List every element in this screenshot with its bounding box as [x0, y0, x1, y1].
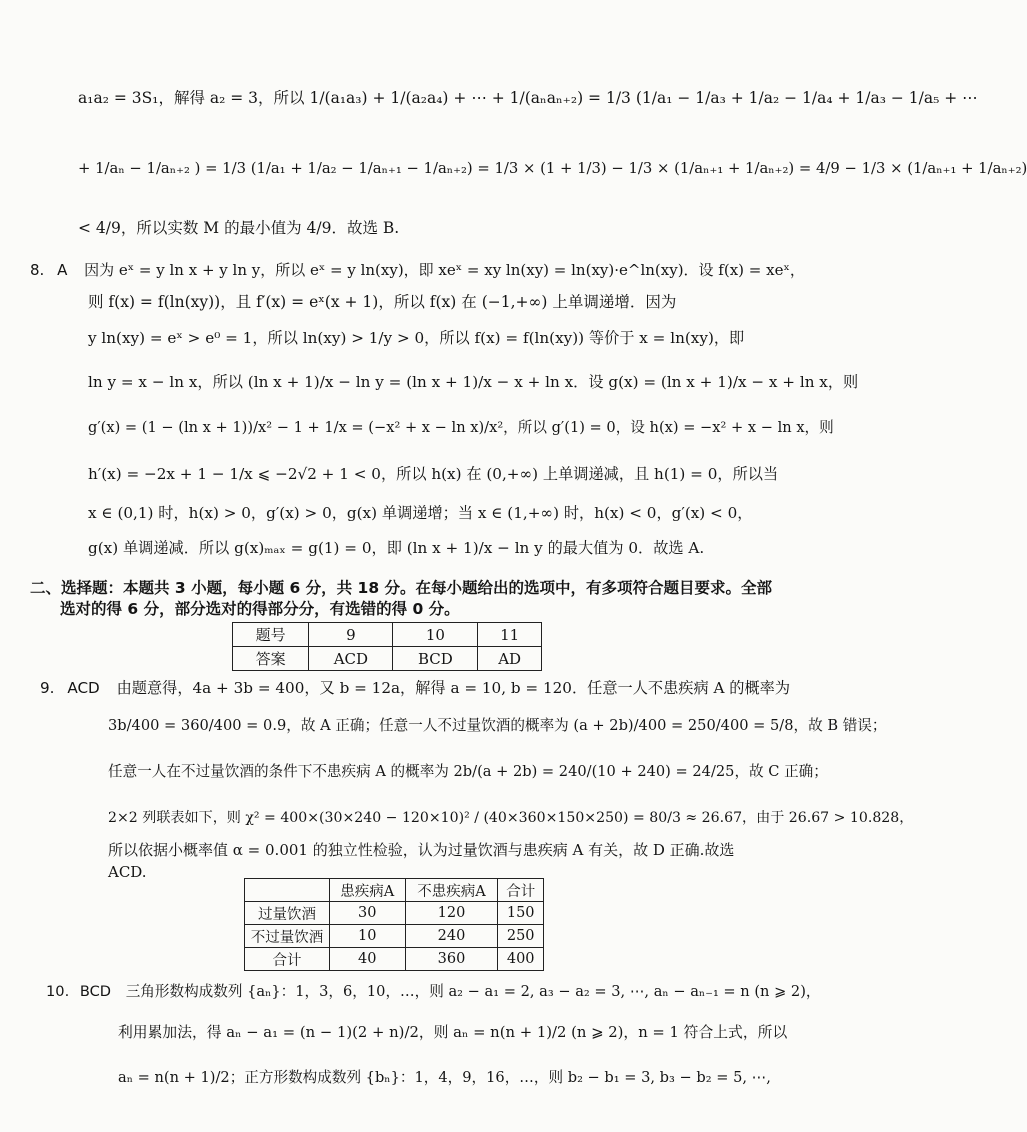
- contingency-table: [244, 878, 544, 971]
- text-line: < 4/9，所以实数 M 的最小值为 4/9．故选 B.: [78, 219, 400, 237]
- table-row: [245, 902, 544, 925]
- question-answer: A: [57, 261, 68, 279]
- text-line: ln y = x − ln x，所以 (ln x + 1)/x − ln y = (ln x + 1)/x − x + ln x．设 g(x) = (ln x + 1)/x − x + ln x，则: [88, 373, 859, 391]
- text-line: 2×2 列联表如下，则 χ² = 400×(30×240 − 120×10)² / (40×360×150×250) = 80/3 ≈ 26.67，由于 26.67 > 10.828，: [108, 810, 914, 826]
- question-10-line: [46, 984, 821, 1001]
- question-9-line: [40, 680, 790, 697]
- text-line: 由题意得，4a + 3b = 400，又 b = 12a，解得 a = 10, b = 120．任意一人不患疾病 A 的概率为: [116, 679, 791, 697]
- table-cell: 不过量饮酒: [245, 925, 330, 948]
- text-line: h′(x) = −2x + 1 − 1/x ⩽ −2√2 + 1 < 0，所以 h(x) 在 (0,+∞) 上单调递减，且 h(1) = 0，所以当: [88, 465, 779, 483]
- table-cell: 10: [393, 623, 478, 647]
- text-line: g′(x) = (1 − (ln x + 1))/x² − 1 + 1/x = (−x² + x − ln x)/x²，所以 g′(1) = 0，设 h(x) = −x² + x − ln x，则: [88, 419, 834, 436]
- table-cell: 400: [498, 948, 544, 971]
- text-line: 因为 eˣ = y ln x + y ln y，所以 eˣ = y ln(xy)，即 xeˣ = xy ln(xy) = ln(xy)·e^ln(xy)．设 f(x) = xeˣ，: [84, 261, 805, 279]
- table-cell: AD: [478, 647, 542, 671]
- table-cell: [245, 879, 330, 902]
- text-line: g(x) 单调递减．所以 g(x)ₘₐₓ = g(1) = 0，即 (ln x + 1)/x − ln y 的最大值为 0．故选 A.: [88, 539, 705, 557]
- question-answer: BCD: [79, 983, 112, 1000]
- text-line: 任意一人在不过量饮酒的条件下不患疾病 A 的概率为 2b/(a + 2b) = 240/(10 + 240) = 24/25，故 C 正确；: [108, 763, 828, 780]
- table-cell: 11: [478, 623, 542, 647]
- text-line: aₙ = n(n + 1)/2；正方形数构成数列 {bₙ}：1，4，9，16，…，则 b₂ − b₁ = 3, b₃ − b₂ = 5, ⋯,: [118, 1069, 771, 1086]
- table-cell: 10: [330, 925, 406, 948]
- answer-table: [232, 622, 542, 671]
- table-cell: 过量饮酒: [245, 902, 330, 925]
- text-line: 所以依据小概率值 α = 0.001 的独立性检验，认为过量饮酒与患疾病 A 有关，故 D 正确.故选: [108, 841, 735, 859]
- table-cell: 30: [330, 902, 406, 925]
- text-line: 3b/400 = 360/400 = 0.9，故 A 正确；任意一人不过量饮酒的概率为 (a + 2b)/400 = 250/400 = 5/8，故 B 错误；: [108, 717, 887, 734]
- table-cell: 120: [405, 902, 498, 925]
- table-cell: ACD: [309, 647, 393, 671]
- question-number: 8.: [30, 261, 45, 279]
- table-row: [233, 647, 542, 671]
- table-cell: 题号: [233, 623, 309, 647]
- text-line: x ∈ (0,1) 时，h(x) > 0，g′(x) > 0，g(x) 单调递增；当 x ∈ (1,+∞) 时，h(x) < 0，g′(x) < 0，: [88, 504, 753, 522]
- question-8-line: [30, 262, 805, 279]
- table-cell: 150: [498, 902, 544, 925]
- table-cell: 40: [330, 948, 406, 971]
- text-line: 利用累加法，得 aₙ − a₁ = (n − 1)(2 + n)/2，则 aₙ = n(n + 1)/2 (n ⩾ 2)，n = 1 符合上式，所以: [118, 1024, 788, 1041]
- section-heading: 二、选择题：本题共 3 小题，每小题 6 分，共 18 分。在每小题给出的选项中，有多项符合题目要求。全部: [30, 579, 773, 597]
- question-number: 9.: [40, 679, 55, 697]
- table-cell: 360: [405, 948, 498, 971]
- table-cell: 答案: [233, 647, 309, 671]
- text-line: ACD.: [108, 863, 147, 881]
- question-number: 10.: [46, 983, 70, 1000]
- table-row: [233, 623, 542, 647]
- table-row: [245, 925, 544, 948]
- table-cell: 240: [405, 925, 498, 948]
- text-line: 则 f(x) = f(ln(xy))，且 f′(x) = eˣ(x + 1)，所以 f(x) 在 (−1,+∞) 上单调递增．因为: [88, 293, 677, 311]
- table-cell: 不患疾病A: [405, 879, 498, 902]
- table-cell: 合计: [498, 879, 544, 902]
- table-cell: 250: [498, 925, 544, 948]
- text-line: 三角形数构成数列 {aₙ}：1，3，6，10，…，则 a₂ − a₁ = 2, a₃ − a₂ = 3, ⋯, aₙ − aₙ₋₁ = n (n ⩾ 2)，: [125, 983, 821, 1000]
- table-cell: 9: [309, 623, 393, 647]
- table-cell: BCD: [393, 647, 478, 671]
- question-answer: ACD: [67, 679, 100, 697]
- table-cell: 合计: [245, 948, 330, 971]
- table-row: [245, 948, 544, 971]
- table-cell: 患疾病A: [330, 879, 406, 902]
- text-line: + 1/aₙ − 1/aₙ₊₂ ) = 1/3 (1/a₁ + 1/a₂ − 1/aₙ₊₁ − 1/aₙ₊₂) = 1/3 × (1 + 1/3) − 1/3 × (1/aₙ₊₁ + 1/aₙ₊₂) = 4/9 − 1/3 × (1/aₙ₊₁ + 1/aₙ₊₂): [78, 160, 1027, 177]
- text-line: y ln(xy) = eˣ > e⁰ = 1，所以 ln(xy) > 1/y > 0，所以 f(x) = f(ln(xy)) 等价于 x = ln(xy)，即: [88, 329, 745, 347]
- section-heading: 选对的得 6 分，部分选对的得部分分，有选错的得 0 分。: [60, 600, 460, 618]
- text-line: a₁a₂ = 3S₁，解得 a₂ = 3，所以 1/(a₁a₃) + 1/(a₂a₄) + ⋯ + 1/(aₙaₙ₊₂) = 1/3 (1/a₁ − 1/a₃ + 1/a₂ − 1/a₄ + 1/a₃ − 1/a₅ + ⋯: [78, 89, 978, 107]
- table-row: [245, 879, 544, 902]
